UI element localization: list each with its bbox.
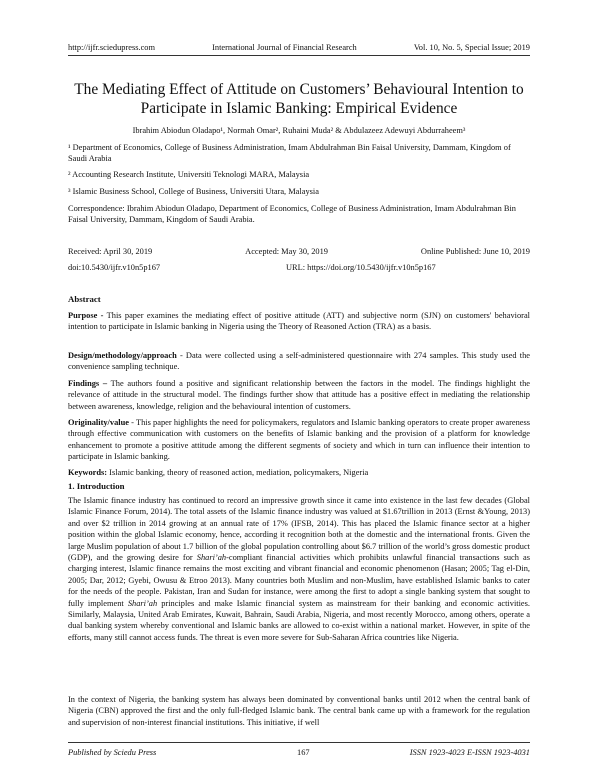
findings-label: Findings – [68, 379, 108, 388]
purpose-text: This paper examines the mediating effect of positive attitude (ATT) and subjective norm (SJN) on customers' behavioral intention to participate in Islamic banking in Nigeria using the Theory of Reasoned Action (TRA) as a basis. [68, 311, 530, 332]
affiliation-1: ¹ Department of Economics, College of Business Administration, Imam Abdulrahman Bin Faisal University, Dammam, Kingdom of Saudi Arabia [68, 143, 511, 164]
affiliation-3: ³ Islamic Business School, College of Business, Universiti Utara, Malaysia [68, 187, 319, 196]
doi-url[interactable]: URL: https://doi.org/10.5430/ijfr.v10n5p167 [286, 263, 436, 272]
issn: ISSN 1923-4023 E-ISSN 1923-4031 [409, 748, 530, 757]
abstract-findings [68, 378, 530, 412]
correspondence: Correspondence: Ibrahim Abiodun Oladapo, Department of Economics, College of Business Administration, Imam Abdulrahman Bin Faisal University, Dammam, Kingdom of Saudi Arabia. [68, 204, 516, 225]
page-number: 167 [297, 748, 310, 757]
affiliation-2: ² Accounting Research Institute, Universiti Teknologi MARA, Malaysia [68, 170, 310, 179]
abstract-heading: Abstract [68, 294, 101, 304]
doi: doi:10.5430/ijfr.v10n5p167 [68, 263, 161, 272]
intro-italic-term: Shari’ah [196, 553, 227, 563]
running-header [68, 43, 530, 52]
findings-text: The authors found a positive and significant relationship between the factors in the model. The findings highlight the relevance of attitude in the structural model. The findings further show that attitude has a positive effect in mediating the relationship between awareness, knowledge, religion and the behavioural intention of customers. [68, 379, 530, 411]
intro-text: -compliant financial activities which prohibits unlawful financial transactions such as charging interest, Islamic finance remains the most exciting and vibrant financial and economic phenomenon (Hasan; 2005; Tag el-Din, 2005; Dar, 2012; Gyebi, Owusu & Etroo 2013). Many countries both Muslim and non-Muslim, have established Islamic banks to cater for the needs of the people. Pakistan, Iran and Sudan for instance, were among the first to adopt a single banking system that sought to fully implement [68, 553, 530, 608]
header-rule [68, 55, 530, 56]
keywords-text: Islamic banking, theory of reasoned action, mediation, policymakers, Nigeria [107, 468, 369, 477]
design-label: Design/methodology/approach [68, 351, 177, 360]
design-text: - Data were collected using a self-administered questionnaire with 274 samples. This study used the convenience sampling technique. [68, 351, 530, 372]
publisher: Published by Sciedu Press [68, 748, 157, 757]
volume-info: Vol. 10, No. 5, Special Issue; 2019 [413, 43, 530, 52]
originality-text: - This paper highlights the need for policymakers, regulators and Islamic banking operators to create proper awareness through effective communication with customers on the benefits of Islamic banking and the provision of a platform for knowledge enhancement to promote a positive attitude among the different segments of society and which in turn can influence their intention to participate in Islamic banking. [68, 418, 530, 462]
published-date: Online Published: June 10, 2019 [420, 247, 530, 256]
intro-text: The Islamic finance industry has continued to record an impressive growth since it came into existence in the last few decades (Global Islamic Finance Forum, 2014). The total assets of the Islamic finance industry was valued at $1.67trillion in 2013 (Ernst &Young, 2013) and over $2 trillion in 2014 growing at an annual rate of 17% (IFSB, 2014). This has placed the Islamic finance sector at a higher position within the global Islamic economy, hence, according it recognition both at the domestic and the international fronts. Given the large Muslim population of about 1.7 billion of the global population controlling about $6.7 trillion of the world’s gross domestic product (GDP), and the growing desire for [68, 496, 530, 563]
paper-title: The Mediating Effect of Attitude on Customers’ Behavioural Intention to Participate in Islamic Banking: Empirical Evidence [74, 81, 524, 117]
accepted-date: Accepted: May 30, 2019 [245, 247, 328, 256]
abstract-purpose [68, 310, 530, 333]
introduction-heading: 1. Introduction [68, 481, 125, 491]
received-date: Received: April 30, 2019 [68, 247, 153, 256]
page-footer [68, 748, 530, 757]
keywords [68, 467, 530, 478]
publication-dates [68, 247, 530, 256]
journal-url[interactable]: http://ijfr.sciedupress.com [68, 43, 155, 52]
intro-paragraph-1 [68, 495, 530, 643]
intro-text: principles and make Islamic financial system as mainstream for their banking and economic activities. Similarly, Malaysia, United Arab Emirates, Kuwait, Bahrain, Saudi Arabia, Nigeria, and most recently Morocco, among others, operate a dual banking system whereby conventional and Islamic banks are allowed to co-exist within a national market. However, in spite of the efforts, many still cannot access funds. The threat is even more severe for Sub-Saharan Africa countries like Nigeria. [68, 598, 530, 642]
journal-name: International Journal of Financial Research [212, 43, 357, 52]
abstract-design [68, 350, 530, 373]
intro-paragraph-2: In the context of Nigeria, the banking system has always been dominated by conventional banks until 2012 when the central bank of Nigeria (CBN) approved the first and the only full-fledged Islamic bank. The central bank came up with a framework for the regulation and supervision of non-interest financial institutions. This initiative, if well [68, 695, 530, 727]
intro-italic-term: Shari’ah [127, 598, 158, 608]
purpose-label: Purpose - [68, 311, 104, 320]
author-list: Ibrahim Abiodun Oladapo¹, Normah Omar², Ruhaini Muda² & Abdulazeez Adewuyi Abdurraheem³ [132, 126, 466, 135]
footer-rule [68, 742, 530, 743]
abstract-originality [68, 417, 530, 463]
keywords-label: Keywords: [68, 468, 108, 477]
doi-line [68, 263, 530, 272]
originality-label: Originality/value [68, 418, 129, 427]
